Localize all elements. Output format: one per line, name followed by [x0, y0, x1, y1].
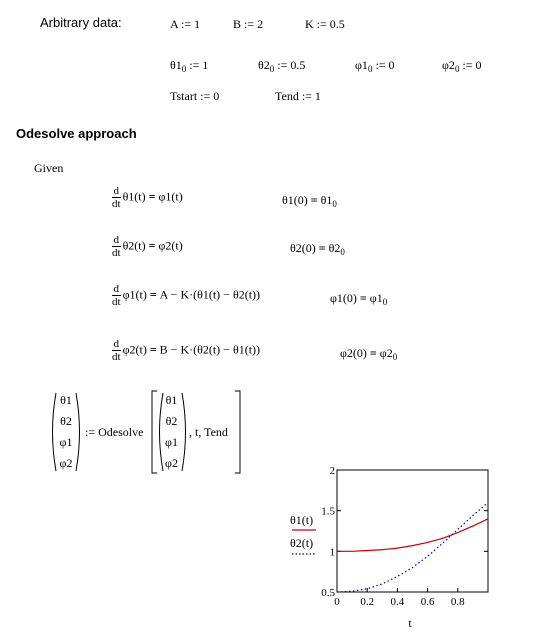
equation-2[interactable]: [112, 234, 183, 259]
eq-rhs: A − K·(θ1(t) − θ2(t)): [159, 287, 261, 302]
vector-entry: θ2: [165, 414, 178, 428]
subscript: 0: [367, 64, 373, 74]
symbol: φ1: [355, 58, 368, 72]
equals-sign: =: [149, 342, 157, 357]
initial-condition-2[interactable]: [290, 241, 345, 257]
equals-sign: =: [310, 193, 318, 207]
eq-rhs: B − K·(θ2(t) − θ1(t)): [159, 342, 261, 357]
ic-lhs: θ1(0): [282, 193, 311, 207]
value: := 0: [459, 58, 482, 72]
left-vector: [52, 390, 80, 474]
ic-lhs: φ1(0): [330, 291, 360, 305]
odesolve-expression[interactable]: [48, 390, 243, 474]
equation-3[interactable]: [112, 283, 260, 308]
equals-sign: =: [149, 287, 157, 302]
x-tick-label: 0: [334, 596, 340, 608]
ic-lhs: θ2(0): [290, 241, 319, 255]
plot-frame: [337, 470, 488, 592]
arbitrary-data-label: Arbitrary data:: [40, 15, 122, 30]
def-tstart[interactable]: Tstart := 0: [170, 89, 220, 103]
eq-rhs: φ2(t): [158, 238, 183, 253]
section-title: Odesolve approach: [16, 126, 137, 141]
x-axis-label: t: [408, 616, 412, 630]
symbol: θ1: [170, 58, 182, 72]
def-K[interactable]: K := 0.5: [305, 17, 345, 31]
legend-label-theta2: θ2(t): [290, 536, 314, 550]
solution-plot[interactable]: [280, 462, 510, 634]
series-line-1t: [337, 519, 488, 552]
equals-sign: =: [148, 189, 156, 204]
initial-condition-3[interactable]: [330, 291, 387, 307]
eq-lhs: θ2(t): [122, 238, 149, 253]
vector-entry: φ2: [59, 456, 73, 470]
initial-condition-4[interactable]: [340, 346, 397, 362]
y-tick-label: 1.5: [321, 505, 335, 518]
def-B[interactable]: B := 2: [233, 17, 264, 31]
subscript: 0: [181, 64, 187, 74]
series-lines: [337, 503, 488, 593]
vector-entry: θ1: [60, 393, 72, 407]
y-tick-label: 1: [329, 546, 335, 559]
eq-rhs: φ1(t): [158, 189, 183, 204]
symbol: φ2: [442, 58, 455, 72]
y-tick-label: 0.5: [321, 587, 335, 599]
def-theta2-0[interactable]: [258, 58, 305, 74]
subscript: 0: [269, 64, 275, 74]
def-A[interactable]: A := 1: [170, 17, 201, 31]
value: := 1: [186, 58, 209, 72]
initial-condition-1[interactable]: [282, 193, 337, 209]
equation-4[interactable]: [112, 338, 260, 363]
legend-label-theta1: θ1(t): [290, 513, 314, 527]
x-tick-label: 0.6: [420, 596, 435, 608]
derivative-operator: $\frac{d}{dt}$: [112, 283, 121, 308]
derivative-operator: $\frac{d}{dt}$: [112, 234, 121, 259]
equals-sign: =: [148, 238, 156, 253]
eq-lhs: φ1(t): [122, 287, 150, 302]
subscript: 0: [382, 297, 388, 307]
vector-entry: θ2: [60, 414, 72, 428]
vector-entry: φ1: [59, 435, 73, 449]
vector-entry: φ2: [165, 456, 178, 470]
def-phi1-0[interactable]: [355, 58, 395, 74]
x-tick-label: 0.2: [360, 596, 375, 608]
def-phi2-0[interactable]: [442, 58, 482, 74]
equals-sign: =: [318, 241, 326, 255]
vector-entry: θ1: [165, 393, 178, 407]
ic-rhs: φ2: [379, 346, 393, 360]
equation-1[interactable]: [112, 185, 183, 210]
given-keyword: Given: [34, 161, 64, 175]
subscript: 0: [332, 199, 337, 209]
series-line-2t: [337, 503, 488, 593]
subscript: 0: [392, 352, 398, 362]
eq-lhs: φ2(t): [122, 342, 150, 357]
ic-rhs: φ1: [369, 291, 383, 305]
x-tick-label: 0.8: [450, 596, 465, 608]
subscript: 0: [454, 64, 460, 74]
equals-sign: =: [369, 346, 377, 360]
def-tend[interactable]: Tend := 1: [275, 89, 321, 103]
vector-entry: φ1: [165, 435, 178, 449]
def-theta1-0[interactable]: [170, 58, 208, 74]
value: := 0: [372, 58, 395, 72]
odesolve-args: , t, Tend: [189, 425, 228, 439]
derivative-operator: $\frac{d}{dt}$: [112, 338, 121, 363]
axis-ticks: [321, 465, 488, 608]
derivative-operator: $\frac{d}{dt}$: [112, 185, 121, 210]
y-tick-label: 2: [329, 465, 335, 477]
ic-lhs: φ2(0): [340, 346, 370, 360]
x-tick-label: 0.4: [390, 596, 405, 608]
arg-vector: [159, 390, 184, 474]
value: := 0.5: [274, 58, 306, 72]
legend: [290, 513, 316, 554]
eq-lhs: θ1(t): [122, 189, 149, 204]
symbol: θ2: [258, 58, 270, 72]
odesolve-assign: := Odesolve: [85, 425, 144, 439]
ic-rhs: θ1: [320, 193, 333, 207]
ic-rhs: θ2: [328, 241, 341, 255]
subscript: 0: [340, 247, 345, 257]
equals-sign: =: [359, 291, 367, 305]
